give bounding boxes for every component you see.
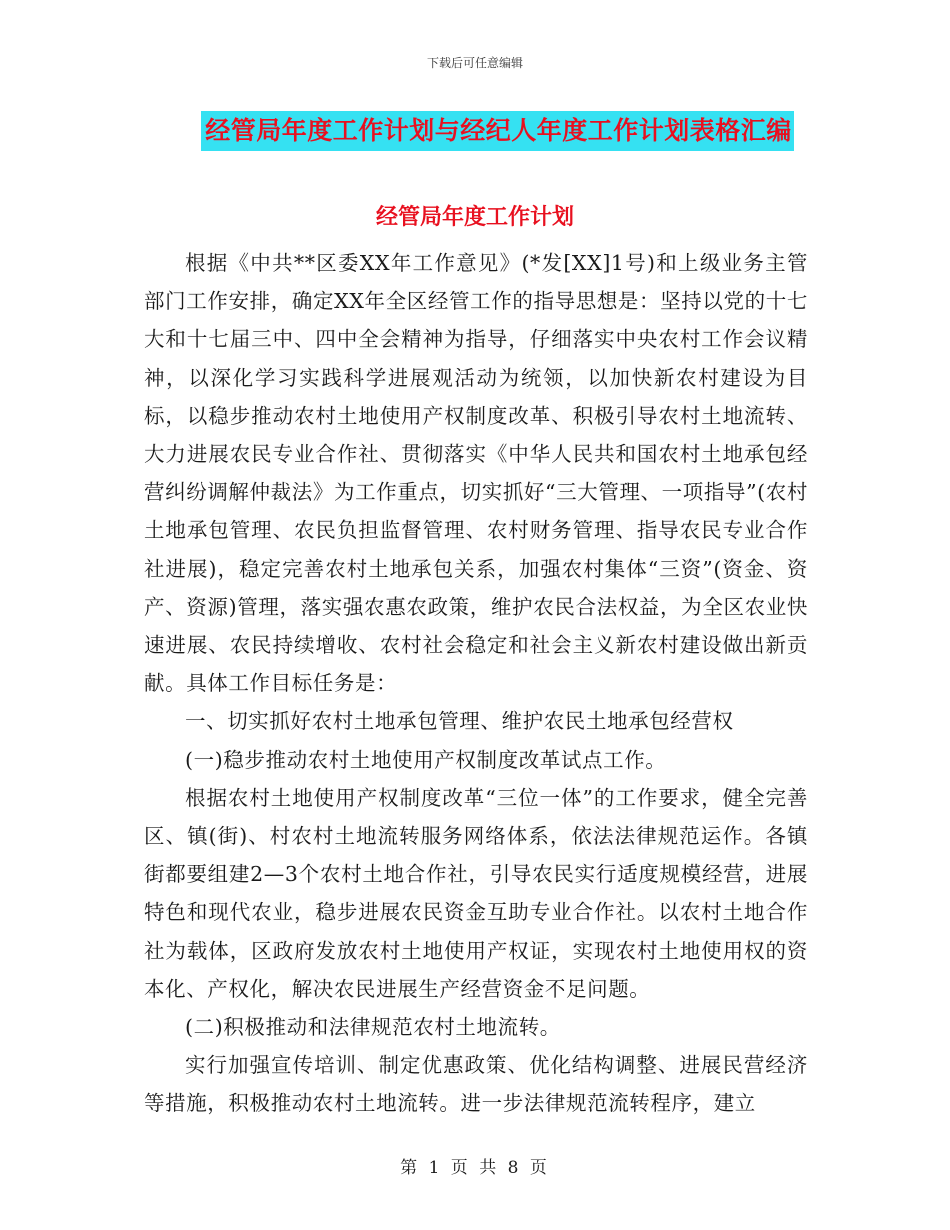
paragraph-land-transfer: 实行加强宣传培训、制定优惠政策、优化结构调整、进展民营经济等措施，积极推动农村土地流转。进一步法律规范流转程序，建立: [144, 1053, 808, 1116]
heading-part-one: 一、切实抓好农村土地承包管理、维护农民土地承包经营权: [185, 709, 734, 734]
page-header-note: 下载后可任意编辑: [426, 56, 523, 70]
heading-subsection-two: (二)积极推动和法律规范农村土地流转。: [185, 1015, 561, 1040]
document-body: [144, 244, 808, 1123]
document-title: 经管局年度工作计划与经纪人年度工作计划表格汇编: [201, 111, 794, 151]
heading-subsection-one: (一)稳步推动农村土地使用产权制度改革试点工作。: [185, 747, 667, 772]
main-title-wrap: [0, 111, 950, 151]
paragraph-intro: 根据《中共**区委XX年工作意见》(*发[XX]1号)和上级业务主管部门工作安排，确定XX年全区经管工作的指导思想是：坚持以党的十七大和十七届三中、四中全会精神为指导，仔细落实中央农村工作会议精神，以深化学习实践科学进展观活动为统领，以加快新农村建设为目标，以稳步推动农村土地使用产权制度改革、积极引导农村土地流转、大力进展农民专业合作社、贯彻落实《中华人民共和国农村土地承包经营纠纷调解仲裁法》为工作重点，切实抓好“三大管理、一项指导”(农村土地承包管理、农民负担监督管理、农村财务管理、指导农民专业合作社进展)，稳定完善农村土地承包关系，加强农村集体“三资”(资金、资产、资源)管理，落实强农惠农政策，维护农民合法权益，为全区农业快速进展、农民持续增收、农村社会稳定和社会主义新农村建设做出新贡献。具体工作目标任务是：: [144, 251, 808, 696]
page-number-footer: 第 1 页 共 8 页: [400, 1158, 550, 1178]
section-title: 经管局年度工作计划: [375, 205, 574, 230]
paragraph-land-reform: 根据农村土地使用产权制度改革“三位一体”的工作要求，健全完善区、镇(街)、村农村土地流转服务网络体系，依法法律规范运作。各镇街都要组建2—3个农村土地合作社，引导农民实行适度规模经营，进展特色和现代农业，稳步进展农民资金互助专业合作社。以农村土地合作社为载体，区政府发放农村土地使用产权证，实现农村土地使用权的资本化、产权化，解决农民进展生产经营资金不足问题。: [144, 785, 808, 1001]
